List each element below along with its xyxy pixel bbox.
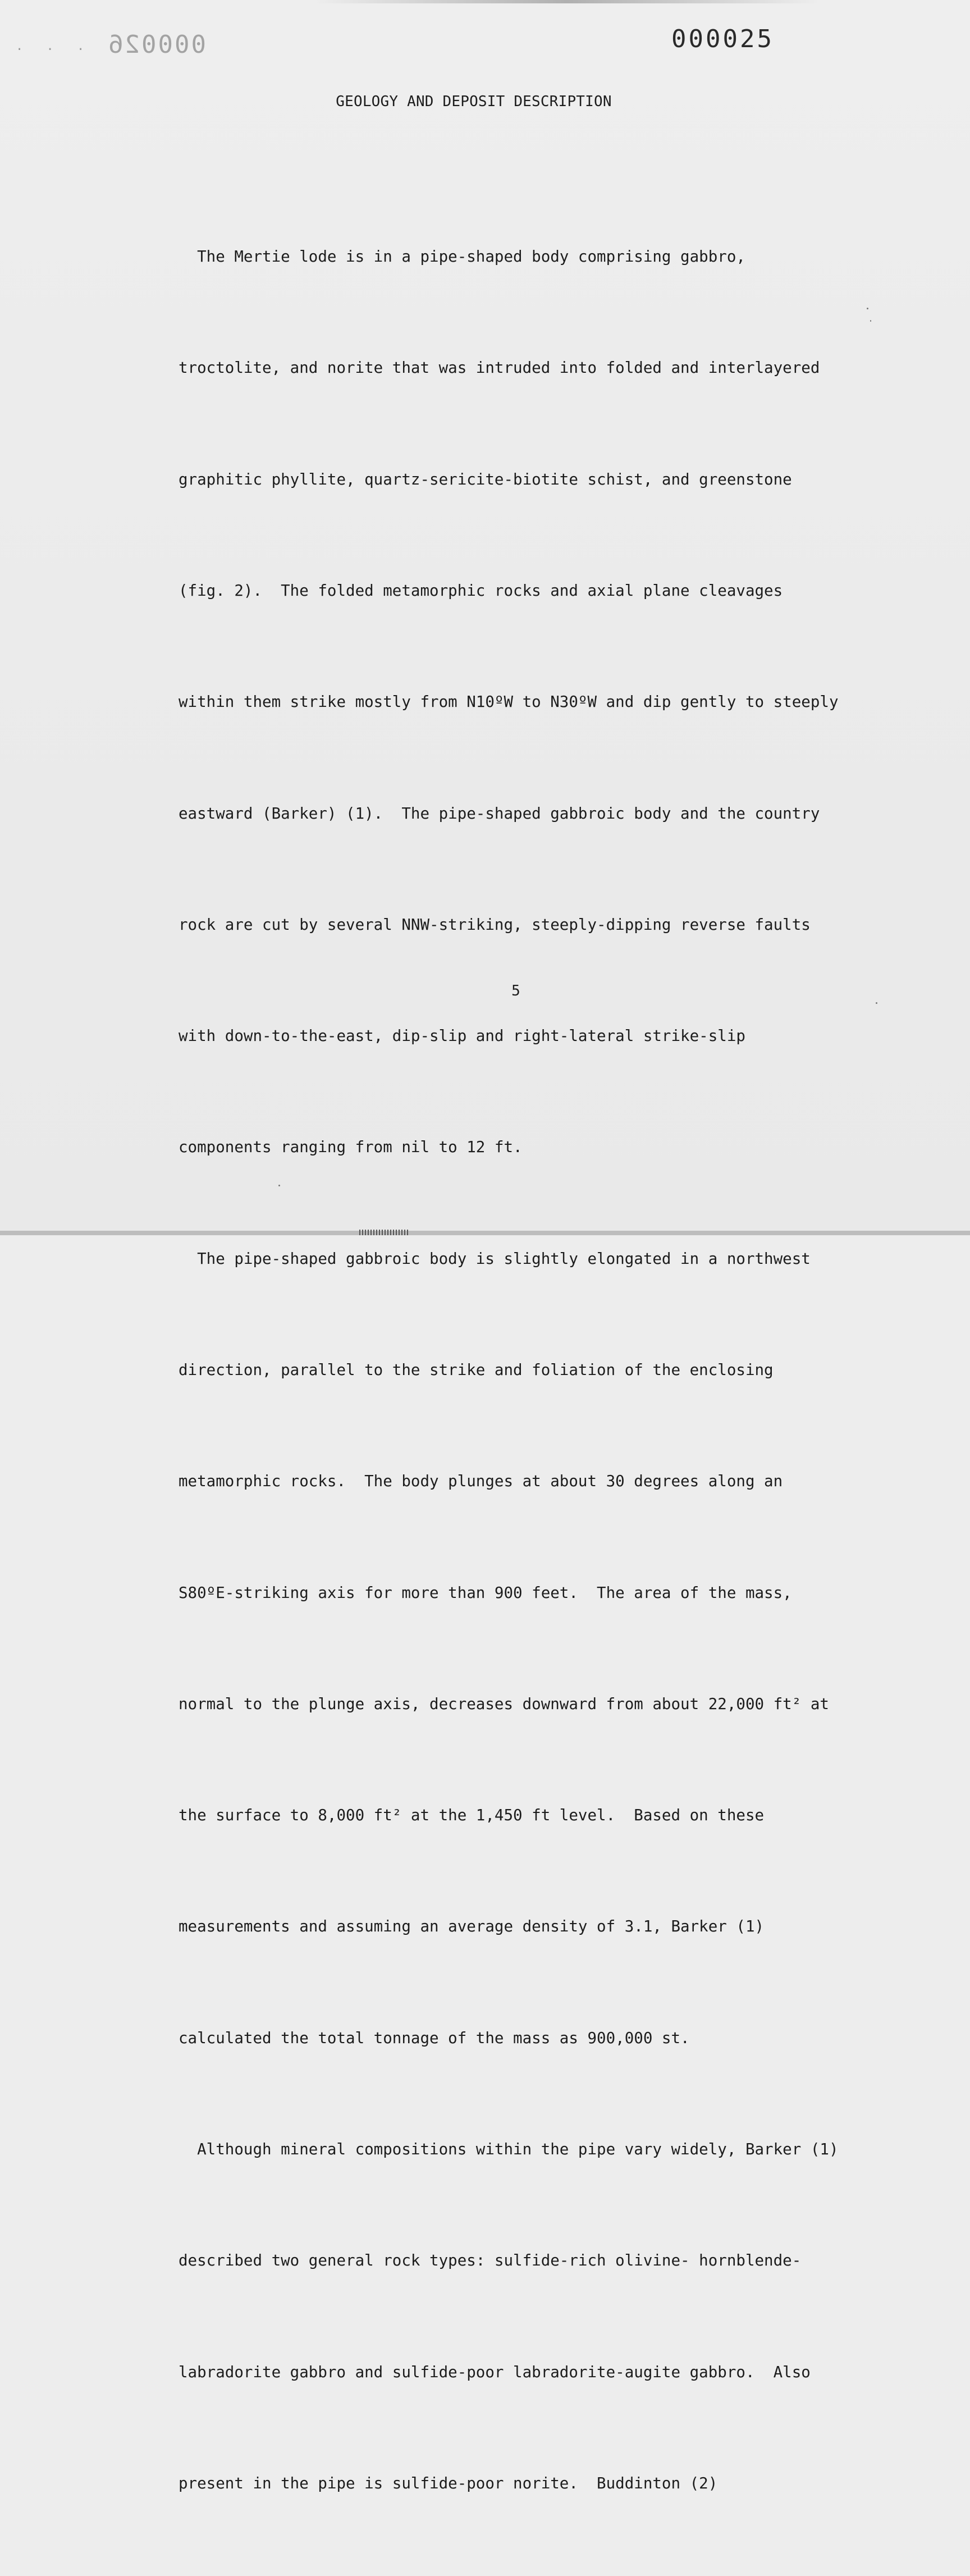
text-line: The Mertie lode is in a pipe-shaped body comprising gabbro, <box>179 248 745 266</box>
text-line: Although mineral compositions within the pipe vary widely, Barker (1) <box>179 2140 839 2158</box>
text-line: labradorite gabbro and sulfide-poor labradorite-augite gabbro. Also <box>179 2363 811 2381</box>
page-number-text: 5 <box>511 983 520 999</box>
text-line: present in the pipe is sulfide-poor norite. Buddinton (2) <box>179 2474 718 2492</box>
text-line: described two general rock types: sulfide-rich olivine- hornblende- <box>179 2251 802 2270</box>
text-line: eastward (Barker) (1). The pipe-shaped gabbroic body and the country <box>179 804 820 823</box>
text-line: calculated the total tonnage of the mass as 900,000 st. <box>179 2029 690 2047</box>
scan-speck <box>870 320 871 322</box>
body-text <box>179 164 852 2576</box>
page-title <box>0 93 970 110</box>
text-line: The pipe-shaped gabbroic body is slightly elongated in a northwest <box>179 1249 811 1268</box>
text-line: with down-to-the-east, dip-slip and right-lateral strike-slip <box>179 1027 745 1045</box>
document-stamp-number: 000025 <box>671 25 774 53</box>
scan-speck <box>876 1002 877 1004</box>
page-title-text: GEOLOGY AND DEPOSIT DESCRIPTION <box>336 93 612 110</box>
text-line: components ranging from nil to 12 ft. <box>179 1138 523 1157</box>
text-line: measurements and assuming an average density of 3.1, Barker (1) <box>179 1917 765 1936</box>
text-line: rock are cut by several NNW-striking, steeply-dipping reverse faults <box>179 915 811 934</box>
text-line: troctolite, and norite that was intruded into folded and interlayered <box>179 359 820 377</box>
scan-bottom-marks <box>359 1230 410 1235</box>
scan-speck <box>867 308 868 309</box>
text-line: (fig. 2). The folded metamorphic rocks and axial plane cleavages <box>179 582 783 600</box>
text-line: S80ºE-striking axis for more than 900 feet. The area of the mass, <box>179 1583 792 1602</box>
text-line: the surface to 8,000 ft² at the 1,450 ft level. Based on these <box>179 1806 765 1825</box>
text-line: graphitic phyllite, quartz-sericite-biotite schist, and greenstone <box>179 470 792 488</box>
text-line: within them strike mostly from N10ºW to N30ºW and dip gently to steeply <box>179 693 839 711</box>
scan-bottom-edge <box>0 1231 970 1235</box>
text-line: metamorphic rocks. The body plunges at about 30 degrees along an <box>179 1472 783 1491</box>
text-line: normal to the plunge axis, decreases downward from about 22,000 ft² at <box>179 1695 829 1713</box>
scan-top-edge <box>314 0 820 3</box>
mirrored-bleed-through-stamp: 000026 <box>107 30 206 59</box>
page-number <box>0 983 970 999</box>
text-line: direction, parallel to the strike and foliation of the enclosing <box>179 1361 774 1379</box>
scan-speck <box>278 1185 280 1186</box>
scan-marks: · · · <box>16 43 93 57</box>
